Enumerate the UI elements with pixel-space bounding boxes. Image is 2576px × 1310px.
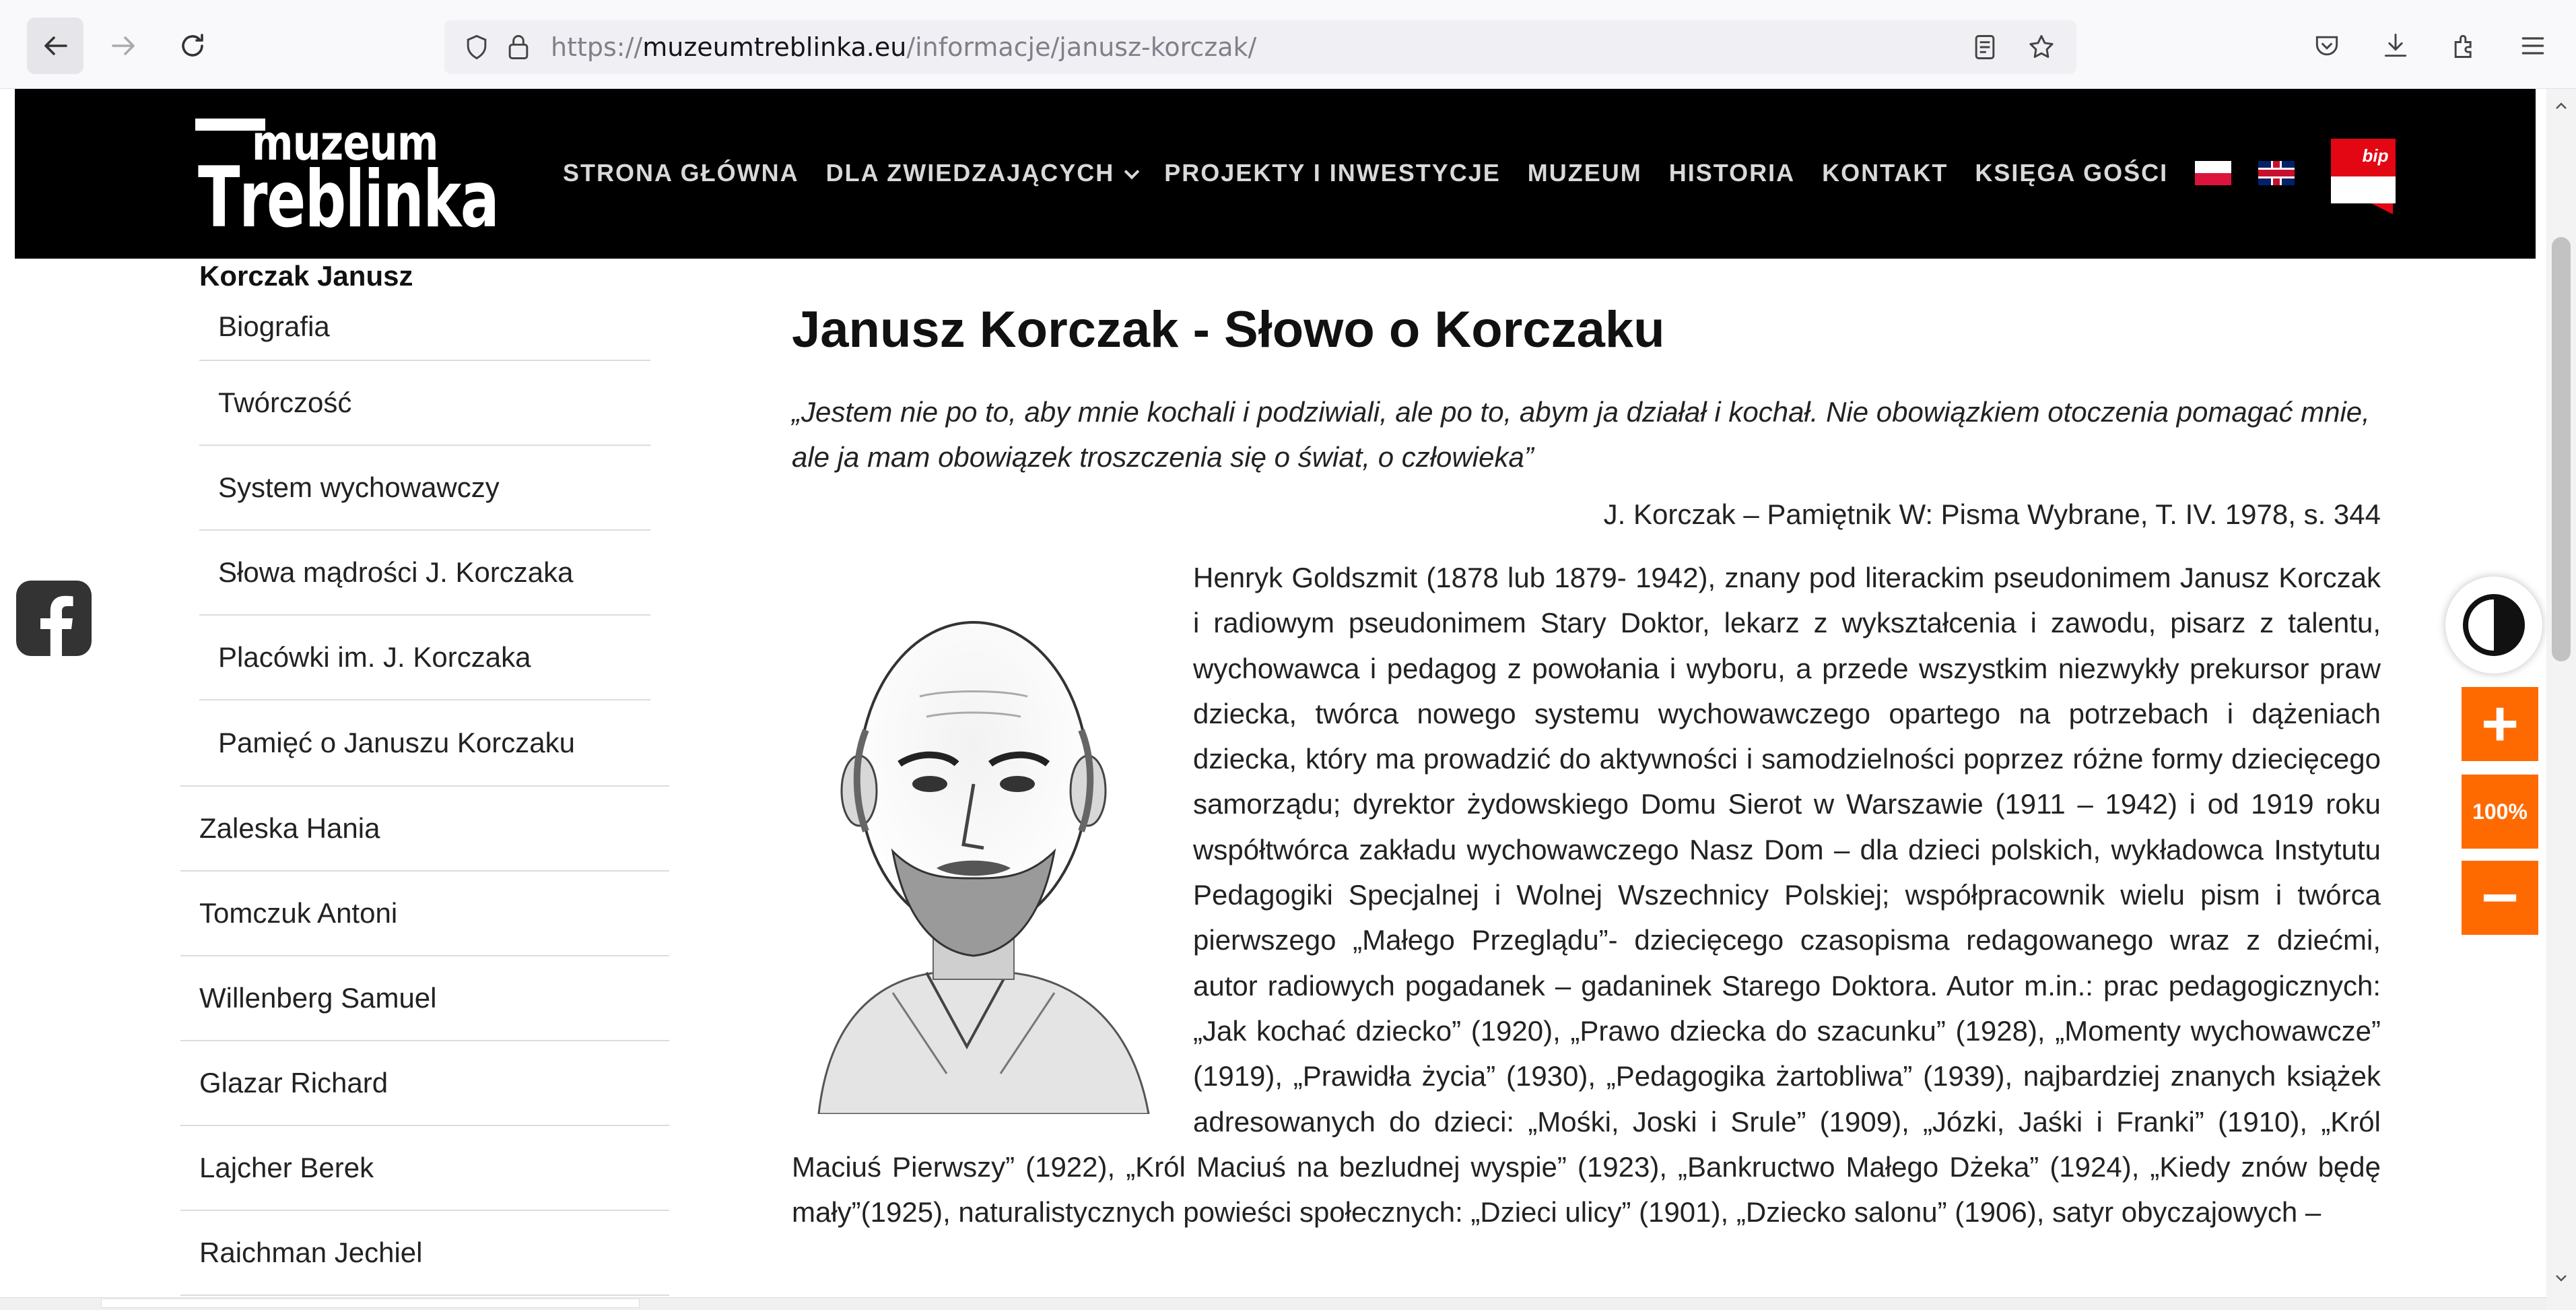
contrast-icon bbox=[2460, 591, 2528, 659]
facebook-icon[interactable] bbox=[16, 581, 92, 656]
zoom-out-button[interactable]: − bbox=[2462, 861, 2538, 935]
vertical-scrollbar[interactable] bbox=[2546, 89, 2576, 1310]
sidebar-group-title[interactable]: Korczak Janusz bbox=[199, 260, 413, 292]
url-domain: muzeumtreblinka.eu bbox=[642, 32, 907, 62]
url-scheme: https:// bbox=[551, 32, 643, 62]
sidebar-item-raichman[interactable]: Raichman Jechiel bbox=[180, 1211, 669, 1296]
logo-bottom-text: Treblinka bbox=[198, 150, 499, 247]
reload-icon bbox=[176, 30, 209, 62]
reload-button[interactable] bbox=[164, 18, 221, 74]
pocket-icon[interactable] bbox=[2311, 30, 2343, 62]
forward-button[interactable] bbox=[96, 18, 152, 74]
shield-icon[interactable] bbox=[461, 31, 493, 63]
arrow-left-icon bbox=[39, 30, 71, 62]
bookmark-star-icon[interactable] bbox=[2025, 31, 2058, 63]
bip-logo[interactable] bbox=[2331, 139, 2396, 214]
main-navigation bbox=[563, 159, 2295, 187]
horizontal-scrollbar-thumb[interactable] bbox=[101, 1299, 640, 1308]
zoom-level-indicator[interactable]: 100% bbox=[2462, 775, 2538, 849]
extensions-icon[interactable] bbox=[2448, 30, 2480, 62]
korczak-portrait bbox=[792, 562, 1155, 1114]
menu-icon[interactable] bbox=[2517, 30, 2549, 62]
logo-bottom-word: reblinka bbox=[239, 154, 499, 245]
scrollbar-thumb[interactable] bbox=[2552, 237, 2571, 661]
nav-home[interactable]: STRONA GŁÓWNA bbox=[563, 159, 799, 187]
quote-citation: J. Korczak – Pamiętnik W: Pisma Wybrane, T. IV. 1978, s. 344 bbox=[1603, 498, 2381, 530]
sidebar-submenu bbox=[199, 294, 650, 785]
sidebar-item-willenberg[interactable]: Willenberg Samuel bbox=[180, 956, 669, 1041]
sidebar-item-tomczuk[interactable]: Tomczuk Antoni bbox=[180, 872, 669, 956]
nav-visitors[interactable] bbox=[826, 159, 1138, 187]
nav-projects[interactable]: PROJEKTY I INWESTYCJE bbox=[1164, 159, 1501, 187]
chevron-down-icon bbox=[1124, 164, 1140, 180]
sidebar-item-biography[interactable]: Biografia bbox=[199, 294, 650, 361]
article-body bbox=[792, 555, 2381, 1235]
sidebar-menu bbox=[180, 259, 672, 1296]
main-content bbox=[792, 296, 2381, 1235]
sidebar-item-zaleska[interactable]: Zaleska Hania bbox=[180, 787, 669, 872]
site-logo[interactable] bbox=[179, 109, 499, 247]
nav-visitors-label: DLA ZWIEDZAJĄCYCH bbox=[825, 159, 1115, 187]
lock-icon[interactable] bbox=[502, 31, 535, 63]
sidebar-item-glazar[interactable]: Glazar Richard bbox=[180, 1041, 669, 1126]
url-path: /informacje/janusz-korczak/ bbox=[906, 32, 1257, 62]
sidebar-item-institutions[interactable]: Placówki im. J. Korczaka bbox=[199, 616, 650, 700]
quote: „Jestem nie po to, aby mnie kochali i podziwiali, ale po to, abym ja działał i kochał. Nie obowiązkiem otoczenia pomagać mnie, ale ja mam obowiązek troszczenia się o świat, o człowieka” bbox=[792, 396, 2370, 473]
nav-museum[interactable]: MUZEUM bbox=[1527, 159, 1642, 187]
reader-view-icon[interactable] bbox=[1969, 31, 2001, 63]
sidebar-item-works[interactable]: Twórczość bbox=[199, 361, 650, 446]
nav-guestbook[interactable]: KSIĘGA GOŚCI bbox=[1975, 159, 2169, 187]
bip-label: bip bbox=[2362, 145, 2389, 166]
nav-contact[interactable]: KONTAKT bbox=[1822, 159, 1948, 187]
sidebar-item-lajcher[interactable]: Lajcher Berek bbox=[180, 1126, 669, 1211]
scroll-up-icon[interactable] bbox=[2553, 98, 2569, 114]
sidebar-item-words-of-wisdom[interactable]: Słowa mądrości J. Korczaka bbox=[199, 531, 650, 616]
url-text[interactable] bbox=[551, 32, 1256, 62]
logo-top-text: muzeum bbox=[252, 114, 438, 171]
english-flag-icon[interactable] bbox=[2258, 161, 2295, 185]
contrast-toggle-button[interactable] bbox=[2445, 577, 2542, 674]
scroll-down-icon[interactable] bbox=[2553, 1270, 2569, 1286]
sidebar-item-memory[interactable]: Pamięć o Januszu Korczaku bbox=[218, 727, 575, 758]
address-bar[interactable] bbox=[444, 20, 2076, 74]
download-icon[interactable] bbox=[2379, 30, 2412, 62]
arrow-right-icon bbox=[108, 30, 140, 62]
sidebar-item-educational-system[interactable]: System wychowawczy bbox=[199, 446, 650, 531]
sidebar-list bbox=[180, 785, 669, 1296]
zoom-in-button[interactable]: + bbox=[2462, 687, 2538, 761]
back-button[interactable] bbox=[27, 18, 83, 74]
page-title: Janusz Korczak - Słowo o Korczaku bbox=[792, 301, 1665, 358]
article-text: Henryk Goldszmit (1878 lub 1879- 1942), znany pod literackim pseudonimem Janusz Korczak i radiowym pseudonimem Stary Doktor, lekarz z wykształcenia i zawodu, pisarz z talentu, wychowawca i pedagog z powołania i wyboru, a przede wszystkim niezwykły prekursor praw dziecka, twórca nowego systemu wychowawczego opartego na potrzebach i dążeniach dziecka, który ma prowadzić do aktywności i samodzielności poprzez różne formy dziecięcego samorządu; dyrektor żydowskiego Domu Sierot w Warszawie (1911 – 1942) i od 1919 roku współtwórca zakładu wychowawczego Nasz Dom – dla dzieci polskich, wykładowca Instytutu Pedagogiki Specjalnej i Wolnej Wszechnicy Polskiej; współpracownik wielu pism i twórca pierwszego „Małego Przeglądu”- dziecięcego czasopisma redagowanego wraz z dziećmi, autor radiowych pogadanek – gadaninek Starego Doktora. Autor m.in.: prac pedagogicznych: „Jak kochać dziecko” (1920), „Prawo dziecka do szacunku” (1928), „Momenty wychowawcze” (1919), „Prawidła życia” (1930), „Pedagogika żartobliwa” (1939), najbardziej znanych książek adresowanych do dzieci: „Mośki, Joski i Srule” (1909), „Józki, Jaśki i Franki” (1910), „Król Maciuś Pierwszy” (1922), „Król Maciuś na bezludnej wyspie” (1923), „Bankructwo Małego Dżeka” (1924), „Kiedy znów będę mały”(1925), naturalistycznych powieści społecznych: „Dzieci ulicy” (1901), „Dziecko salonu” (1906), satyr obyczajowych – bbox=[792, 562, 2381, 1229]
site-header bbox=[15, 89, 2536, 259]
polish-flag-icon[interactable] bbox=[2195, 161, 2231, 185]
browser-toolbar bbox=[0, 0, 2576, 89]
nav-history[interactable]: HISTORIA bbox=[1668, 159, 1796, 187]
